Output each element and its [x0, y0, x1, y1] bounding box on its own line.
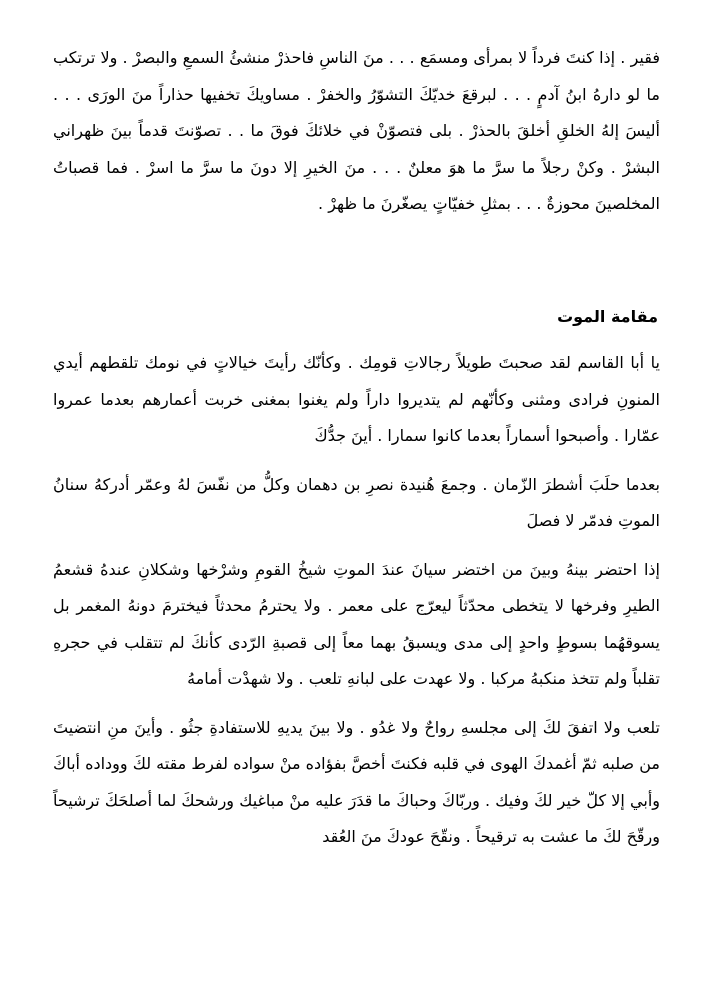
heading-spacer — [53, 335, 660, 345]
section-spacer — [53, 223, 660, 299]
paragraph-spacer — [53, 698, 660, 710]
paragraph-2: إذا احتضر بينهُ وبينَ من اختضر سيانَ عندَ الموتِ شيخُ القومِ وشرْخها وشكلانِ عندهُ قشعمُ الطيرِ وفرخها لا يتخطى محدّثاً ليعرّج على معمر . ولا يحترمُ محدثاً فيخترمَ دونهُ المغمر بل يسوقهُما بسوطٍ واحدٍ إلى مدى ويسبقُ بهما معاً إلى قصبةِ الرّدى كأنكَ لم تتقلب في حجرهِ تقلباً ولم تتخذ منكبهُ مركبا . ولا عهدت على لبانهِ تلعب . ولا شهدْت أمامهُ — [53, 559, 660, 688]
paragraph-spacer — [53, 540, 660, 552]
paragraph-1: بعدما حلَبَ أشطرَ الزّمان . وجمعَ هُنيدة نصرِ بن دهمان وكلُّ من نفّسَ لهُ وعمّر أدركهُ سنانُ الموتِ فدمّر لا فصلَ — [53, 474, 660, 530]
paragraph-spacer — [53, 455, 660, 467]
paragraph-3: تلعب ولا اتفقَ لكَ إلى مجلسهِ رواحٌ ولا غدُو . ولا بينَ يديهِ للاستفادةِ جثُو . وأينَ منِ انتضيتَ من صلبه ثمّ أغمدكَ الهوى في قلبه فكنتَ أخصَّ بفؤاده منْ سواده لفرط مقته لكَ ووداده أباكَ وأبي إلا كلّ خير لكَ وفيك . وربّاكَ وحباكَ ما قدَرَ عليه منْ مباغيك ورشحكَ لما أصلحَكَ ترشيحاً ورقّحَ لكَ ما عشت به ترقيحاً . ونقّحَ عودكَ منَ العُقد — [53, 717, 660, 846]
paragraph-top-0: فقير . إذا كنتَ فرداً لا بمرأى ومسمَع . . . منَ الناسِ فاحذرْ منشئُ السمعِ والبصرْ . ولا ترتكب ما لو دارهُ ابنُ آدمٍ . . . لبرقعَ خديّكَ التشوّرُ والخفرْ . مساويكَ تخفيها حذاراً منَ الورَى . . . أليسَ إلهُ الخلقِ أخلقَ بالحذرْ . بلى فتصوّنْ في خلائكَ فوقَ ما . . تصوّنتَ قدماً بينَ ظهراني البشرْ . وكنْ رجلاً ما سرَّ ما هوَ معلنٌ . . . منَ الخيرِ إلا دونَ ما سرَّ ما اسرْ . فما قصباتُ المخلصينَ محوزةٌ . . . بمثلِ خفيّاتٍ يصغّرنَ ما ظهرْ . — [53, 48, 660, 213]
paragraph-0: يا أبا القاسم لقد صحبتَ طويلاً رجالاتِ قومِك . وكأنّك رأيتَ خيالاتٍ في نومك تلقطهم أيدي المنونِ فرادى ومثنى وكأنّهم لم يتديروا داراً ولم يغنوا بمغنى خربت أعمارهم بعدما عمروا عمّارا . وأصبحوا أسماراً بعدما كانوا سمارا . أينَ جدُّكَ — [53, 353, 660, 445]
section-heading: مقامة الموت — [557, 306, 658, 326]
